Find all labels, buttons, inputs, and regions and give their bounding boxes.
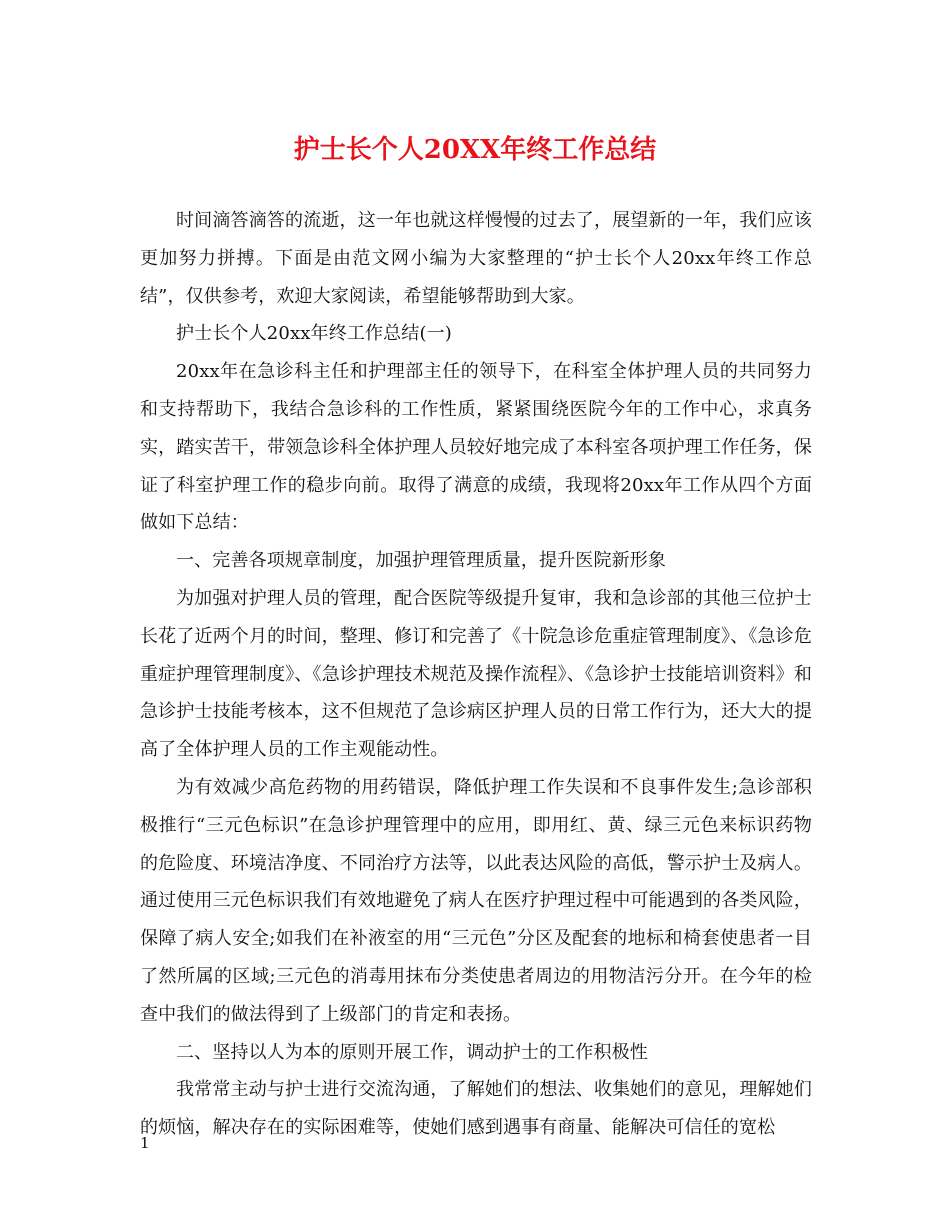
paragraph-intro: 时间滴答滴答的流逝，这一年也就这样慢慢的过去了，展望新的一年，我们应该更加努力拼搏。下面是由范文网小编为大家整理的“护士长个人20xx年终工作总结”，仅供参考，欢迎大家阅读，希望能够帮助到大家。 bbox=[140, 210, 812, 307]
document-body bbox=[140, 202, 812, 1147]
paragraph-overview: 20xx年在急诊科主任和护理部主任的领导下，在科室全体护理人员的共同努力和支持帮助下，我结合急诊科的工作性质，紧紧围绕医院今年的工作中心，求真务实，踏实苦干，带领急诊科全体护理人员较好地完成了本科室各项护理工作任务，保证了科室护理工作的稳步向前。取得了满意的成绩，我现将20xx年工作从四个方面做如下总结： bbox=[140, 361, 812, 534]
page-number: 1 bbox=[140, 1134, 150, 1152]
section-heading-2: 二、坚持以人为本的原则开展工作，调动护士的工作积极性 bbox=[176, 1041, 648, 1063]
document-title: 护士长个人20XX年终工作总结 bbox=[293, 135, 657, 165]
section-title-part-one: 护士长个人20xx年终工作总结(一) bbox=[176, 323, 452, 345]
paragraph-regulations: 为加强对护理人员的管理，配合医院等级提升复审，我和急诊部的其他三位护士长花了近两个月的时间，整理、修订和完善了《十院急诊危重症管理制度》、《急诊危重症护理管理制度》、《急诊护理技术规范及操作流程》、《急诊护士技能培训资料》和急诊护士技能考核本，这不但规范了急诊病区护理人员的日常工作行为，还大大的提高了全体护理人员的工作主观能动性。 bbox=[140, 587, 812, 761]
paragraph-three-color: 为有效减少高危药物的用药错误，降低护理工作失误和不良事件发生;急诊部积极推行“三元色标识”在急诊护理管理中的应用，即用红、黄、绿三元色来标识药物的危险度、环境洁净度、不同治疗方法等，以此表达风险的高低，警示护士及病人。通过使用三元色标识我们有效地避免了病人在医疗护理过程中可能遇到的各类风险，保障了病人安全;如我们在补液室的用“三元色”分区及配套的地标和椅套使患者一目了然所属的区域;三元色的消毒用抹布分类使患者周边的用物洁污分开。在今年的检查中我们的做法得到了上级部门的肯定和表扬。 bbox=[140, 776, 812, 1025]
paragraph-communication: 我常常主动与护士进行交流沟通，了解她们的想法、收集她们的意见，理解她们的烦恼，解决存在的实际困难等，使她们感到遇事有商量、能解决可信任的宽松 bbox=[140, 1079, 812, 1139]
section-heading-1: 一、完善各项规章制度，加强护理管理质量，提升医院新形象 bbox=[176, 550, 667, 572]
